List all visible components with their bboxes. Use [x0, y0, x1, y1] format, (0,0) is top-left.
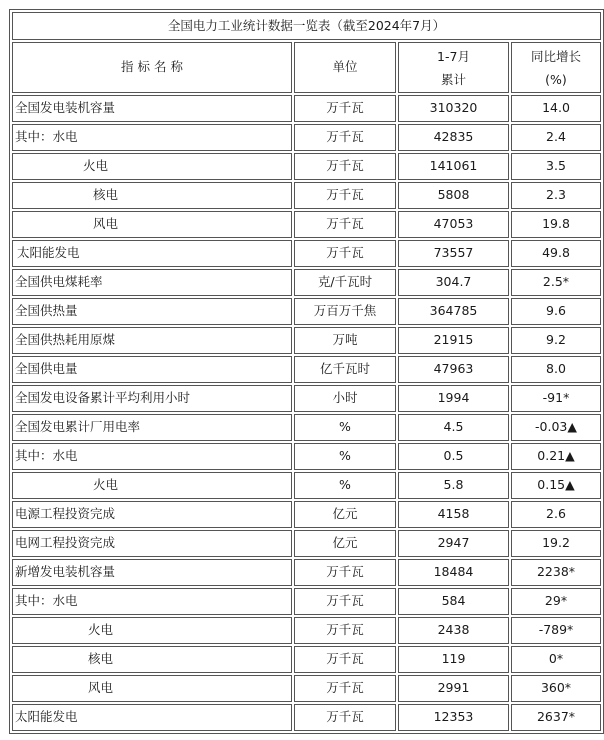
row-name: 其中：水电: [12, 443, 292, 470]
row-name: 其中：水电: [12, 588, 292, 615]
row-name: 风电: [12, 675, 292, 702]
row-growth: 360*: [511, 675, 601, 702]
header-row: [12, 42, 601, 93]
header-period-line2: 累计: [440, 71, 466, 87]
row-value: 47963: [398, 356, 509, 383]
row-value: 2947: [398, 530, 509, 557]
row-value: 2438: [398, 617, 509, 644]
table-row: [12, 675, 601, 702]
table-row: [12, 443, 601, 470]
row-unit: 万千瓦: [294, 646, 396, 673]
table-row: [12, 559, 601, 586]
row-unit: %: [294, 443, 396, 470]
row-value: 12353: [398, 704, 509, 731]
row-growth: 19.8: [511, 211, 601, 238]
header-indicator: 指 标 名 称: [12, 42, 292, 93]
row-growth: 2.4: [511, 124, 601, 151]
header-growth-line2: (%): [545, 71, 567, 87]
row-unit: 万千瓦: [294, 675, 396, 702]
stats-table-container: [9, 9, 604, 734]
row-unit: 万千瓦: [294, 240, 396, 267]
table-row: [12, 646, 601, 673]
row-growth: -91*: [511, 385, 601, 412]
row-unit: 万千瓦: [294, 704, 396, 731]
row-name: 全国发电设备累计平均利用小时: [12, 385, 292, 412]
table-row: [12, 211, 601, 238]
row-growth: 0*: [511, 646, 601, 673]
table-row: [12, 240, 601, 267]
row-name: 火电: [12, 153, 292, 180]
row-growth: 0.15▲: [511, 472, 601, 499]
row-name: 其中：水电: [12, 124, 292, 151]
table-row: [12, 95, 601, 122]
row-unit: 万千瓦: [294, 124, 396, 151]
row-name: 全国供热耗用原煤: [12, 327, 292, 354]
row-value: 304.7: [398, 269, 509, 296]
table-row: [12, 530, 601, 557]
row-value: 141061: [398, 153, 509, 180]
header-growth: [511, 42, 601, 93]
table-row: [12, 385, 601, 412]
row-growth: 8.0: [511, 356, 601, 383]
table-row: [12, 617, 601, 644]
row-value: 5.8: [398, 472, 509, 499]
table-row: [12, 269, 601, 296]
row-growth: 0.21▲: [511, 443, 601, 470]
row-unit: 亿元: [294, 501, 396, 528]
row-unit: 万千瓦: [294, 559, 396, 586]
row-unit: 万千瓦: [294, 95, 396, 122]
row-unit: %: [294, 414, 396, 441]
row-unit: 亿元: [294, 530, 396, 557]
header-unit: 单位: [294, 42, 396, 93]
table-row: [12, 298, 601, 325]
title-row: [12, 12, 601, 40]
row-growth: 3.5: [511, 153, 601, 180]
row-value: 4158: [398, 501, 509, 528]
row-unit: 亿千瓦时: [294, 356, 396, 383]
row-growth: 49.8: [511, 240, 601, 267]
row-name: 风电: [12, 211, 292, 238]
row-value: 18484: [398, 559, 509, 586]
row-name: 全国发电装机容量: [12, 95, 292, 122]
row-growth: 2.6: [511, 501, 601, 528]
row-value: 5808: [398, 182, 509, 209]
row-value: 1994: [398, 385, 509, 412]
row-value: 310320: [398, 95, 509, 122]
row-name: 全国发电累计厂用电率: [12, 414, 292, 441]
table-title: 全国电力工业统计数据一览表（截至2024年7月）: [12, 12, 601, 40]
row-name: 电网工程投资完成: [12, 530, 292, 557]
row-name: 全国供热量: [12, 298, 292, 325]
row-unit: 万千瓦: [294, 211, 396, 238]
row-name: 新增发电装机容量: [12, 559, 292, 586]
row-value: 73557: [398, 240, 509, 267]
row-unit: 万千瓦: [294, 617, 396, 644]
table-row: [12, 327, 601, 354]
header-period: [398, 42, 509, 93]
row-value: 42835: [398, 124, 509, 151]
row-growth: 14.0: [511, 95, 601, 122]
row-growth: -789*: [511, 617, 601, 644]
row-growth: 2.5*: [511, 269, 601, 296]
table-row: [12, 501, 601, 528]
table-row: [12, 414, 601, 441]
row-name: 太阳能发电: [12, 704, 292, 731]
row-unit: 克/千瓦时: [294, 269, 396, 296]
row-name: 核电: [12, 646, 292, 673]
row-value: 0.5: [398, 443, 509, 470]
header-growth-line1: 同比增长: [530, 48, 581, 64]
table-row: [12, 472, 601, 499]
row-value: 47053: [398, 211, 509, 238]
power-statistics-table: [9, 9, 604, 734]
row-value: 2991: [398, 675, 509, 702]
row-growth: -0.03▲: [511, 414, 601, 441]
row-value: 364785: [398, 298, 509, 325]
row-growth: 19.2: [511, 530, 601, 557]
row-value: 584: [398, 588, 509, 615]
row-name: 电源工程投资完成: [12, 501, 292, 528]
row-name: 全国供电煤耗率: [12, 269, 292, 296]
row-name: 太阳能发电: [12, 240, 292, 267]
row-value: 21915: [398, 327, 509, 354]
row-unit: 万百万千焦: [294, 298, 396, 325]
table-row: [12, 704, 601, 731]
row-growth: 2.3: [511, 182, 601, 209]
row-growth: 9.6: [511, 298, 601, 325]
row-unit: 万千瓦: [294, 182, 396, 209]
row-unit: 万千瓦: [294, 153, 396, 180]
row-value: 119: [398, 646, 509, 673]
row-growth: 9.2: [511, 327, 601, 354]
row-unit: 万千瓦: [294, 588, 396, 615]
row-name: 火电: [12, 472, 292, 499]
header-period-line1: 1-7月: [437, 48, 470, 64]
row-name: 全国供电量: [12, 356, 292, 383]
row-unit: 小时: [294, 385, 396, 412]
row-name: 核电: [12, 182, 292, 209]
table-row: [12, 124, 601, 151]
row-growth: 2637*: [511, 704, 601, 731]
row-unit: %: [294, 472, 396, 499]
table-row: [12, 153, 601, 180]
row-growth: 2238*: [511, 559, 601, 586]
row-unit: 万吨: [294, 327, 396, 354]
row-value: 4.5: [398, 414, 509, 441]
row-growth: 29*: [511, 588, 601, 615]
table-row: [12, 588, 601, 615]
row-name: 火电: [12, 617, 292, 644]
table-row: [12, 182, 601, 209]
table-row: [12, 356, 601, 383]
